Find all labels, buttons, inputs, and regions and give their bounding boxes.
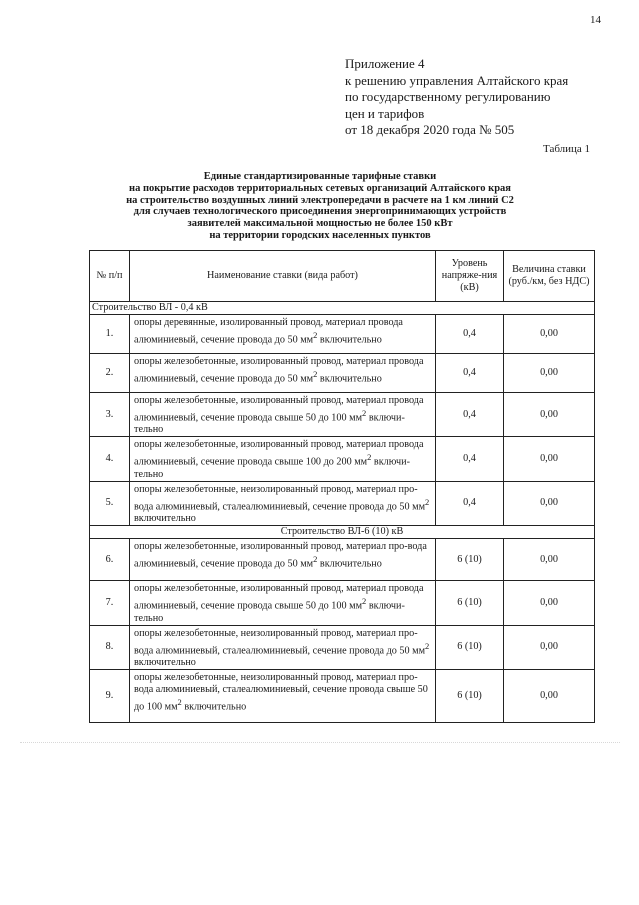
appendix-line-1: Приложение 4: [345, 56, 425, 71]
appendix-line-3: по государственному регулированию: [345, 89, 551, 104]
title-line-4: для случаев технологического присоединения энергопринимающих устройств: [133, 206, 507, 218]
row-rate: 0,00: [504, 669, 595, 722]
row-voltage: 6 (10): [436, 625, 504, 669]
title-line-5: заявителей максимальной мощностью не более 150 кВт: [187, 218, 453, 230]
table-row: [90, 354, 595, 393]
table-row: [90, 625, 595, 669]
row-rate: 0,00: [504, 315, 595, 354]
row-num: 6.: [90, 539, 130, 581]
row-num: 7.: [90, 581, 130, 625]
table-row: [90, 539, 595, 581]
scan-artifact-line: [20, 742, 620, 743]
row-rate: 0,00: [504, 539, 595, 581]
header-rate: Величина ставки (руб./км, без НДС): [504, 251, 595, 302]
row-rate: 0,00: [504, 354, 595, 393]
row-voltage: 0,4: [436, 481, 504, 525]
title-line-1: Единые стандартизированные тарифные ставки: [203, 171, 437, 182]
table-label: Таблица 1: [543, 143, 591, 155]
table-row: [90, 669, 595, 722]
row-num: 2.: [90, 354, 130, 393]
row-description: опоры железобетонные, неизолированный провод, материал про-вода алюминиевый, сталеалюминиевый, сечение провода свыше 50 до 100 $мм^2$ включительно: [130, 669, 436, 722]
row-rate: 0,00: [504, 481, 595, 525]
row-num: 1.: [90, 315, 130, 354]
row-description: опоры железобетонные, изолированный провод, материал провода алюминиевый, сечение провода свыше 100 до 200 $мм^2$ включи-тельно: [130, 437, 436, 481]
page-number: 14: [590, 14, 601, 26]
row-num: 9.: [90, 669, 130, 722]
row-description: опоры железобетонные, изолированный провод, материал провода алюминиевый, сечение провода свыше 50 до 100 $мм^2$ включи-тельно: [130, 581, 436, 625]
row-voltage: 0,4: [436, 315, 504, 354]
row-voltage: 6 (10): [436, 581, 504, 625]
section-row-04kv: [90, 302, 595, 315]
row-description: опоры железобетонные, изолированный провод, материал провода алюминиевый, сечение провода до 50 $мм^2$ включительно: [130, 354, 436, 393]
row-description: опоры железобетонные, изолированный провод, материал провода алюминиевый, сечение провода свыше 50 до 100 $мм^2$ включи-тельно: [130, 393, 436, 437]
header-voltage: Уровень напряже-ния (кВ): [436, 251, 504, 302]
row-description: опоры железобетонные, неизолированный провод, материал про-вода алюминиевый, сталеалюминиевый, сечение провода до 50 $мм^2$ включительно: [130, 481, 436, 525]
table-row: [90, 393, 595, 437]
row-voltage: 0,4: [436, 437, 504, 481]
row-num: 4.: [90, 437, 130, 481]
row-rate: 0,00: [504, 625, 595, 669]
title-line-2: на покрытие расходов территориальных сетевых организаций Алтайского края: [129, 182, 511, 194]
row-num: 8.: [90, 625, 130, 669]
header-name: Наименование ставки (вида работ): [130, 251, 436, 302]
appendix-block: [345, 56, 568, 139]
title-line-3: на строительство воздушных линий электропередачи в расчете на 1 км линий С2: [126, 194, 514, 206]
row-rate: 0,00: [504, 437, 595, 481]
section-title-04kv: Строительство ВЛ - 0,4 кВ: [90, 302, 595, 315]
table-header-row: [90, 251, 595, 302]
title-line-6: на территории городских населенных пунктов: [209, 229, 431, 241]
tariff-rates-table: [89, 250, 595, 723]
row-description: опоры железобетонные, неизолированный провод, материал про-вода алюминиевый, сталеалюминиевый, сечение провода до 50 $мм^2$ включительно: [130, 625, 436, 669]
appendix-line-5: от 18 декабря 2020 года № 505: [345, 122, 515, 137]
row-rate: 0,00: [504, 581, 595, 625]
row-voltage: 0,4: [436, 393, 504, 437]
document-title: [90, 171, 550, 242]
row-rate: 0,00: [504, 393, 595, 437]
table-row: [90, 581, 595, 625]
header-num: № п/п: [90, 251, 130, 302]
row-voltage: 6 (10): [436, 669, 504, 722]
row-voltage: 0,4: [436, 354, 504, 393]
row-voltage: 6 (10): [436, 539, 504, 581]
section-title-6-10kv: Строительство ВЛ-6 (10) кВ: [90, 526, 595, 539]
section-row-6-10kv: [90, 526, 595, 539]
table-row: [90, 437, 595, 481]
row-num: 3.: [90, 393, 130, 437]
appendix-line-4: цен и тарифов: [345, 105, 425, 121]
appendix-line-2: к решению управления Алтайского края: [345, 72, 569, 88]
table-row: [90, 315, 595, 354]
row-description: опоры железобетонные, изолированный провод, материал про-вода алюминиевый, сечение провода до 50 $мм^2$ включительно: [130, 539, 436, 581]
table-row: [90, 481, 595, 525]
row-description: опоры деревянные, изолированный провод, материал провода алюминиевый, сечение провода до 50 $мм^2$ включительно: [130, 315, 436, 354]
row-num: 5.: [90, 481, 130, 525]
